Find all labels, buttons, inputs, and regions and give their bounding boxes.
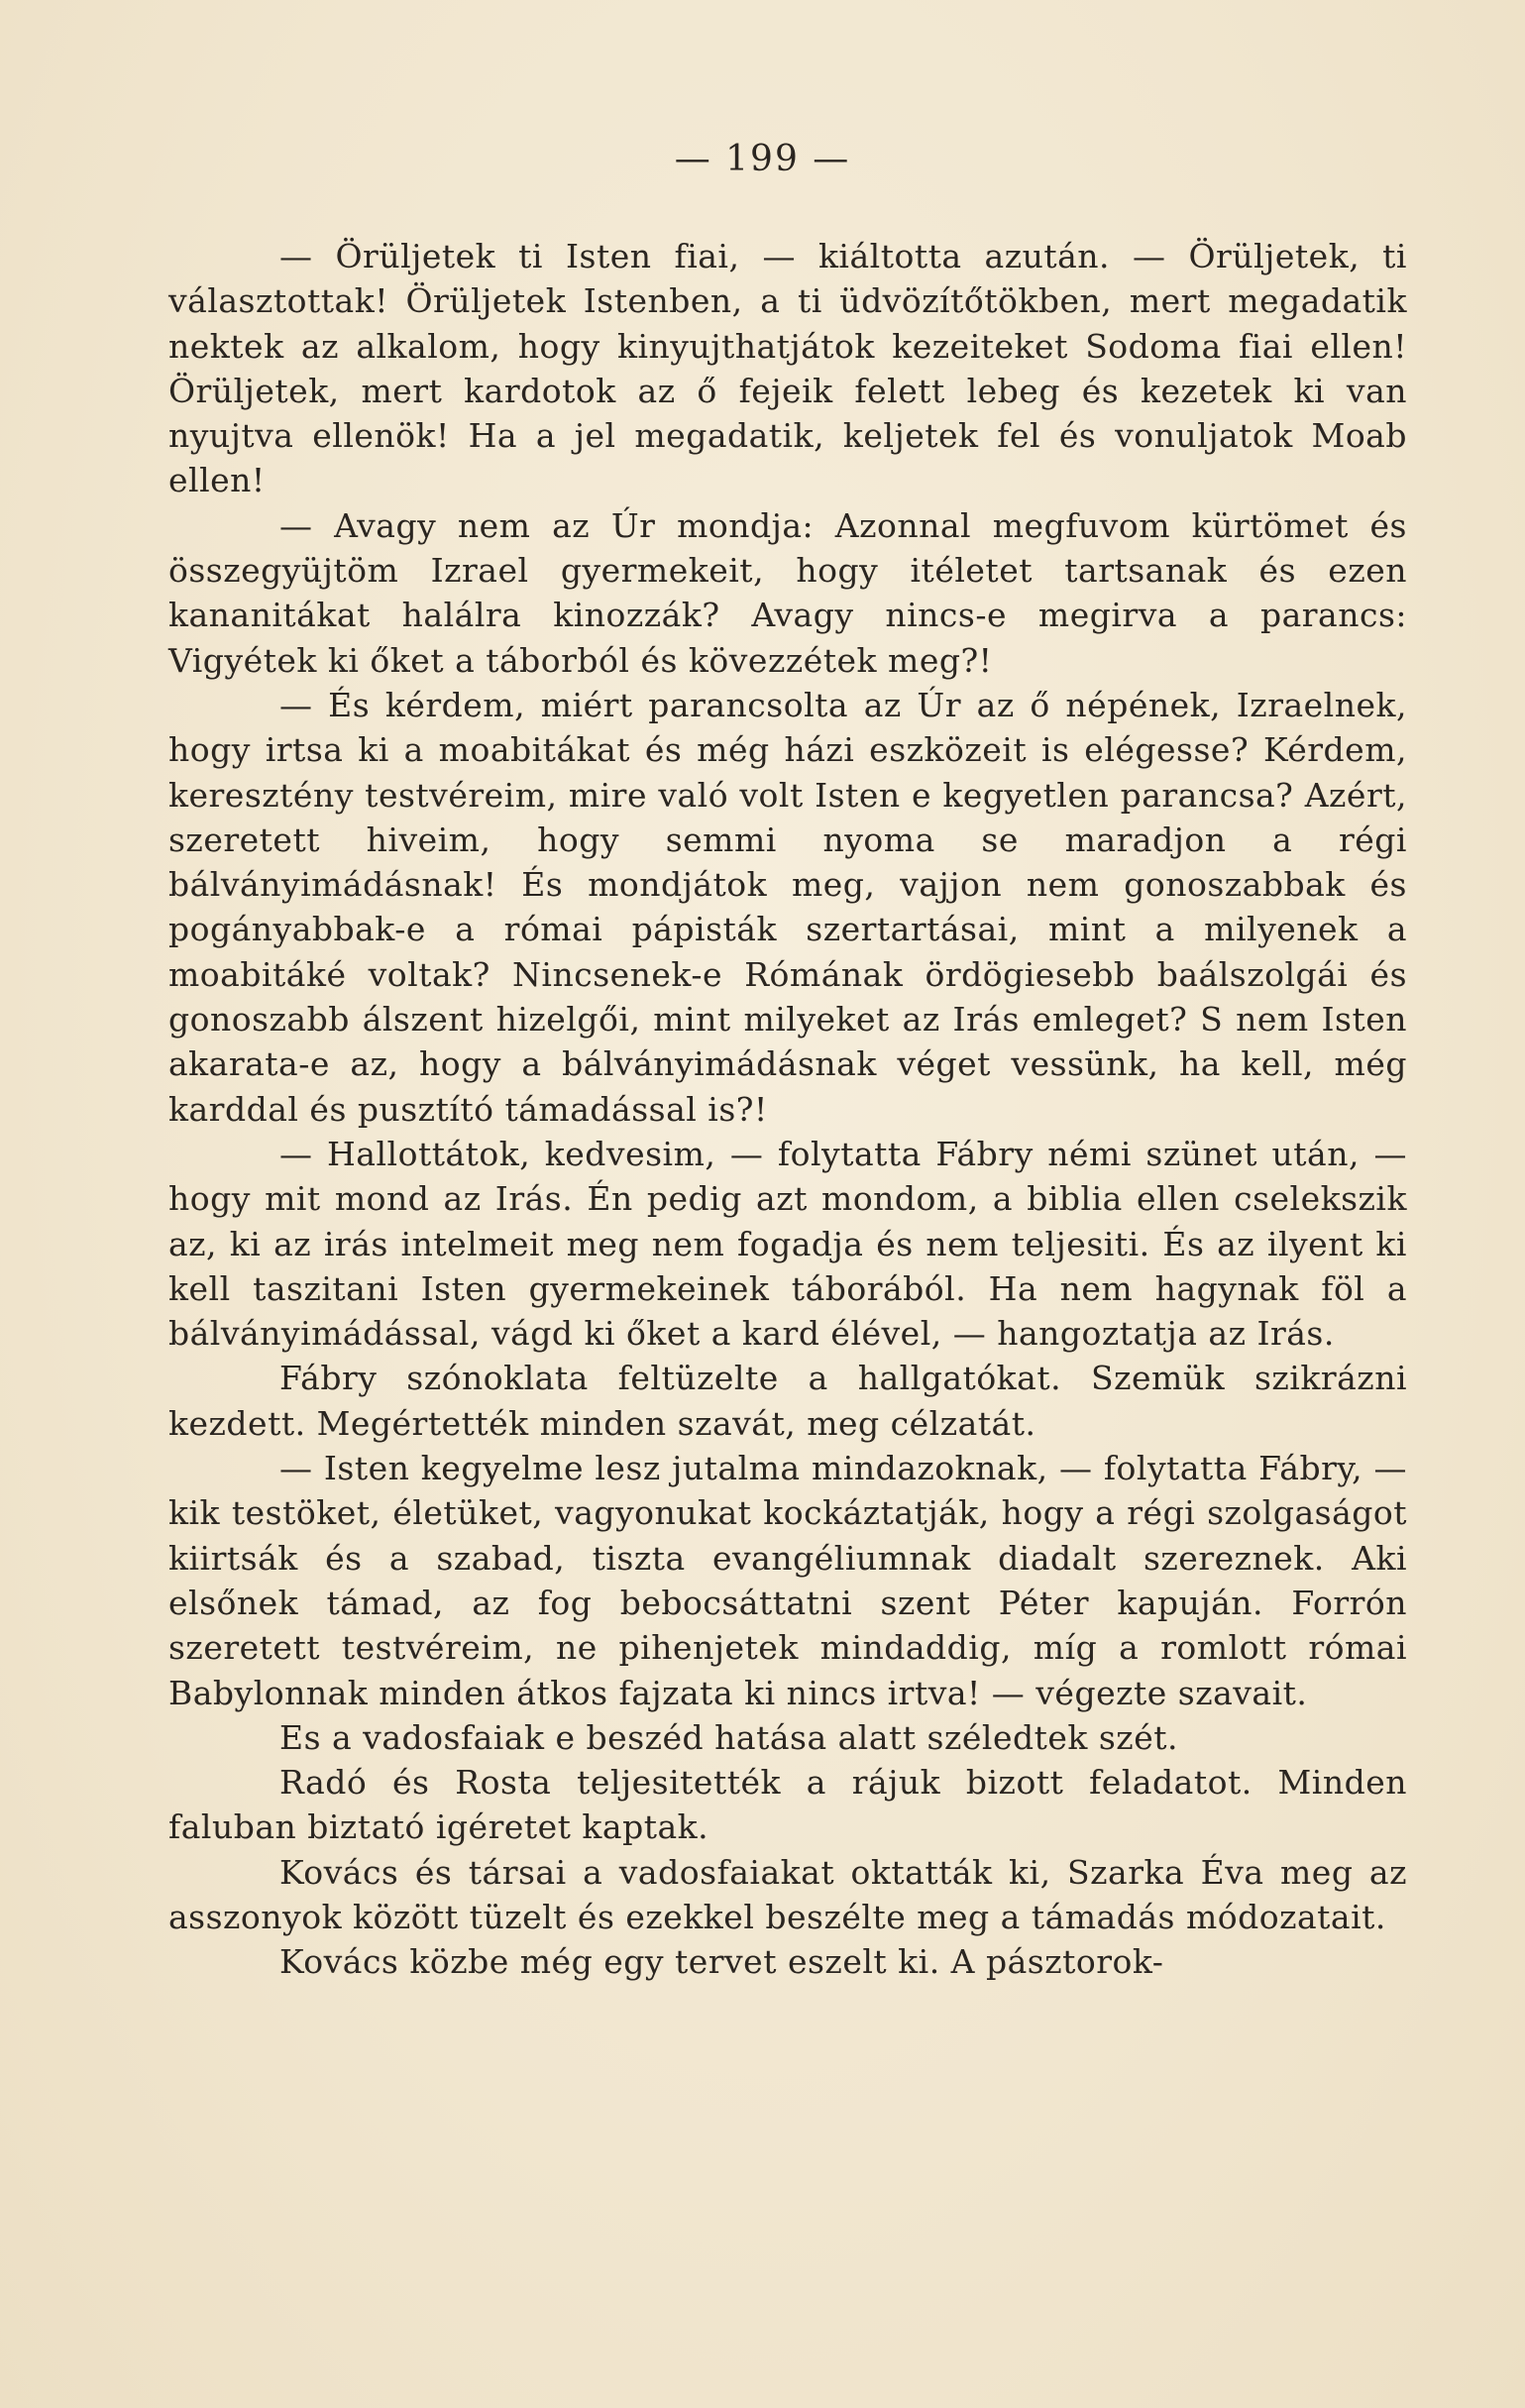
page-number: — 199 — <box>674 139 851 179</box>
paragraph: Es a vadosfaiak e beszéd hatása alatt széledtek szét. <box>279 1717 1178 1757</box>
paragraph: — Hallottátok, kedvesim, — folytatta Fábry némi szünet után, — hogy mit mond az Irás. Én pedig azt mondom, a biblia ellen cselekszik az, ki az irás intelmeit meg nem fogadja és nem teljesiti. És az ilyent ki kell taszitani Isten gyermekeinek táborából. Ha nem hagynak föl a bálványimádással, vágd ki őket a kard élével, — hangoztatja az Irás. <box>168 1134 1407 1354</box>
paragraph: Kovács és társai a vadosfaiakat oktatták ki, Szarka Éva meg az asszonyok között tüzelt és ezekkel beszélte meg a támadás módozatait. <box>168 1852 1407 1936</box>
paragraph: — Isten kegyelme lesz jutalma mindazoknak, — folytatta Fábry, — kik testöket, életüket, vagyonukat kockáztatják, hogy a régi szolgaságot kiirtsák és a szabad, tiszta evangéliumnak diadalt szereznek. Aki elsőnek támad, az fog bebocsáttatni szent Péter kapuján. Forrón szeretett testvéreim, ne pihenjetek mindaddig, míg a romlott római Babylonnak minden átkos fajzata ki nincs irtva! — végezte szavait. <box>168 1449 1407 1712</box>
paragraph: — Örüljetek ti Isten fiai, — kiáltotta azután. — Örüljetek, ti választottak! Örüljetek Istenben, a ti üdvözítőtökben, mert megadatik nektek az alkalom, hogy kinyujthatjátok kezeiteket Sodoma fiai ellen! Örüljetek, mert kardotok az ő fejeik felett lebeg és kezetek ki van nyujtva ellenök! Ha a jel megadatik, keljetek fel és vonuljatok Moab ellen! <box>168 237 1407 500</box>
paragraph: — Avagy nem az Úr mondja: Azonnal megfuvom kürtömet és összegyüjtöm Izrael gyermekeit, hogy itéletet tartsanak és ezen kananitákat halálra kinozzák? Avagy nincs-e megirva a parancs: Vigyétek ki őket a táborból és kövezzétek meg?! <box>168 505 1407 680</box>
paragraph: Kovács közbe még egy tervet eszelt ki. A pásztorok- <box>279 1942 1164 1982</box>
body-text <box>168 234 1407 1985</box>
paragraph: Radó és Rosta teljesitették a rájuk bizott feladatot. Minden faluban biztató igéretet kaptak. <box>168 1763 1407 1847</box>
paragraph: — És kérdem, miért parancsolta az Úr az ő népének, Izraelnek, hogy irtsa ki a moabitákat és még házi eszközeit is elégesse? Kérdem, keresztény testvéreim, mire való volt Isten e kegyetlen parancsa? Azért, szeretett hiveim, hogy semmi nyoma se maradjon a régi bálványimádásnak! És mondjátok meg, vajjon nem gonoszabbak és pogányabbak-e a római pápisták szertartásai, mint a milyenek a moabitáké voltak? Nincsenek-e Rómának ördögiesebb baálszolgái és gonoszabb álszent hizelgői, mint milyeket az Irás emleget? S nem Isten akarata-e az, hogy a bálványimádásnak véget vessünk, ha kell, még karddal és pusztító támadással is?! <box>168 685 1407 1129</box>
paragraph: Fábry szónoklata feltüzelte a hallgatókat. Szemük szikrázni kezdett. Megértették minden szavát, meg célzatát. <box>168 1359 1407 1443</box>
